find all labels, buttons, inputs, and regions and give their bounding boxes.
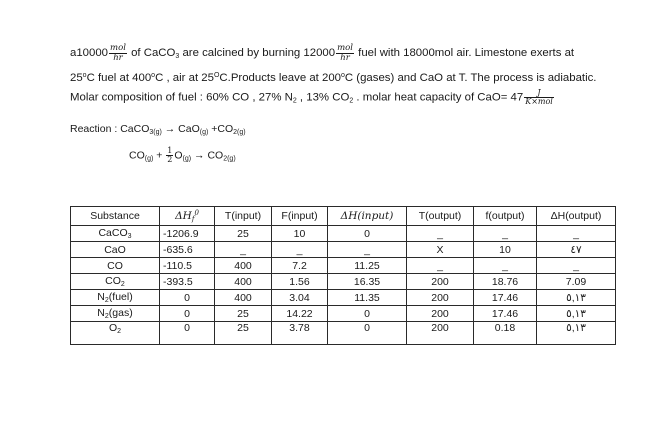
text: CO [105, 275, 121, 287]
cell-f-output: 17.46 [474, 290, 537, 306]
text: N [97, 307, 105, 319]
cell-t-output: _ [407, 258, 474, 274]
text: CaO [104, 243, 126, 256]
fraction-mol-per-hr [109, 44, 127, 62]
cell-dh-output: ٤٧ [537, 242, 616, 258]
subscript: 2 [117, 328, 122, 335]
cell-t-input: 25 [215, 306, 272, 322]
cell-t-output: _ [407, 226, 474, 242]
table-row [71, 290, 616, 306]
text: , 13% CO [296, 91, 350, 104]
cell-t-input: 400 [215, 290, 272, 306]
cell-dh: -1206.9 [160, 226, 215, 242]
text: → CO [191, 149, 224, 162]
header-substance: Substance [71, 207, 160, 226]
fraction-j-per-kmol [524, 89, 554, 106]
subscript: f [191, 215, 195, 223]
fraction-numerator: J [524, 89, 554, 98]
cell-t-input: 400 [215, 274, 272, 290]
cell-dh: 0 [160, 290, 215, 306]
table-row [71, 322, 616, 345]
cell-substance [71, 226, 160, 242]
subscript: (g) [199, 129, 209, 136]
header-f-output: f(output) [474, 207, 537, 226]
reaction-2 [129, 147, 236, 164]
text: (gas) [108, 307, 133, 319]
reaction-1 [70, 123, 246, 136]
text: of CaCO [127, 47, 176, 60]
cell-t-output: 200 [407, 274, 474, 290]
cell-t-output: 200 [407, 306, 474, 322]
superscript: o [82, 72, 87, 79]
subscript: 2 [104, 297, 109, 304]
cell-dh-input: 11.35 [328, 290, 407, 306]
cell-f-output: 18.76 [474, 274, 537, 290]
text: (fuel) [108, 291, 133, 303]
subscript: 2 [120, 281, 125, 288]
cell-dh-output: ٥,١٣ [537, 290, 616, 306]
text: → CaO [161, 123, 200, 135]
subscript: 3 [127, 233, 132, 240]
cell-f-input: 10 [272, 226, 328, 242]
table-row [71, 226, 616, 242]
cell-f-input: 1.56 [272, 274, 328, 290]
fraction-numerator: 1 [167, 146, 173, 155]
subscript: 2 [104, 313, 109, 320]
header-t-output: T(output) [407, 207, 474, 226]
table-row [71, 242, 616, 258]
superscript: o [341, 72, 345, 79]
subscript: 2 [349, 97, 354, 105]
fraction-denominator: 2 [167, 155, 173, 164]
table-row [71, 274, 616, 290]
cell-dh: -110.5 [160, 258, 215, 274]
cell-substance [71, 258, 160, 274]
fraction-numerator: mol [337, 43, 354, 53]
text: . molar heat capacity of CaO= 47 [353, 91, 524, 104]
cell-substance [71, 242, 160, 258]
cell-t-input: 25 [215, 226, 272, 242]
fraction-denominator: hr [113, 52, 123, 63]
fraction-denominator: hr [340, 52, 350, 63]
cell-dh-output: _ [537, 258, 616, 274]
cell-dh-input: _ [328, 242, 407, 258]
cell-f-input: 7.2 [272, 258, 328, 274]
cell-t-input: 25 [215, 322, 272, 345]
header-t-input: T(input) [215, 207, 272, 226]
cell-dh: 0 [160, 306, 215, 322]
fraction-one-half [166, 147, 173, 164]
superscript: O [213, 72, 220, 79]
cell-f-output: 0.18 [474, 322, 537, 345]
cell-substance [71, 274, 160, 290]
cell-t-output: 200 [407, 290, 474, 306]
header-f-input: F(input) [272, 207, 328, 226]
superscript: 0 [194, 209, 199, 217]
cell-f-input: 3.04 [272, 290, 328, 306]
subscript: (g) [182, 155, 192, 163]
text: + [153, 149, 166, 162]
cell-dh: -393.5 [160, 274, 215, 290]
subscript: (g) [144, 155, 154, 163]
text: Reaction : CaCO [70, 123, 150, 135]
subscript: 2 [292, 97, 297, 105]
text: a10000 [70, 47, 109, 60]
header-dh-formation [160, 207, 215, 226]
cell-dh-input: 0 [328, 226, 407, 242]
text: Molar composition of fuel : 60% CO , 27% N [70, 91, 293, 104]
problem-line-3 [70, 89, 555, 106]
text: O [108, 322, 118, 334]
text: C fuel at 400 [86, 72, 152, 84]
cell-f-output: _ [474, 258, 537, 274]
problem-line-1 [70, 44, 574, 62]
cell-t-input: 400 [215, 258, 272, 274]
cell-dh-output: ٥,١٣ [537, 322, 616, 345]
problem-line-2 [70, 72, 596, 85]
cell-dh-output: 7.09 [537, 274, 616, 290]
text: +CO [208, 123, 234, 135]
text: CO [129, 149, 145, 162]
table-header-row [71, 207, 616, 226]
cell-f-input: 3.78 [272, 322, 328, 345]
header-dh-output: ΔH(output) [537, 207, 616, 226]
cell-f-output: _ [474, 226, 537, 242]
table-row [71, 306, 616, 322]
cell-dh-output: ٥,١٣ [537, 306, 616, 322]
cell-f-output: 10 [474, 242, 537, 258]
cell-dh-input: 11.25 [328, 258, 407, 274]
text: are calcined by burning 12000 [179, 47, 336, 60]
subscript: 3(g) [149, 129, 162, 136]
text: C.Products leave at 200 [219, 72, 341, 84]
cell-f-input: 14.22 [272, 306, 328, 322]
cell-f-input: _ [272, 242, 328, 258]
header-dh-input: ΔH(input) [328, 207, 407, 226]
cell-substance [71, 322, 160, 345]
subscript: 3 [175, 53, 180, 61]
energy-balance-table [70, 206, 616, 345]
cell-t-input: _ [215, 242, 272, 258]
cell-f-output: 17.46 [474, 306, 537, 322]
cell-substance [71, 290, 160, 306]
fraction-mol-per-hr [336, 44, 354, 62]
cell-t-output: 200 [407, 322, 474, 345]
text: CO [107, 259, 123, 272]
text: C , air at 25 [155, 72, 214, 84]
table-row [71, 258, 616, 274]
cell-dh: 0 [160, 322, 215, 345]
text: C (gases) and CaO at T. The process is adiabatic. [344, 72, 597, 84]
subscript: 2(g) [233, 129, 246, 136]
header-text: ΔH [175, 210, 192, 222]
text: N [97, 291, 105, 303]
text: O [174, 149, 183, 162]
fraction-numerator: mol [110, 43, 126, 53]
cell-dh-input: 0 [328, 322, 407, 345]
text: fuel with 18000mol air. Limestone exerts at [355, 47, 575, 60]
cell-t-output: X [407, 242, 474, 258]
cell-dh-input: 16.35 [328, 274, 407, 290]
cell-substance [71, 306, 160, 322]
text: 25 [70, 72, 83, 84]
cell-dh: -635.6 [160, 242, 215, 258]
text: CaCO [98, 227, 128, 239]
subscript: 2(g) [223, 155, 236, 163]
cell-dh-output: _ [537, 226, 616, 242]
superscript: o [151, 72, 156, 79]
fraction-denominator: K×mol [525, 97, 553, 106]
cell-dh-input: 0 [328, 306, 407, 322]
